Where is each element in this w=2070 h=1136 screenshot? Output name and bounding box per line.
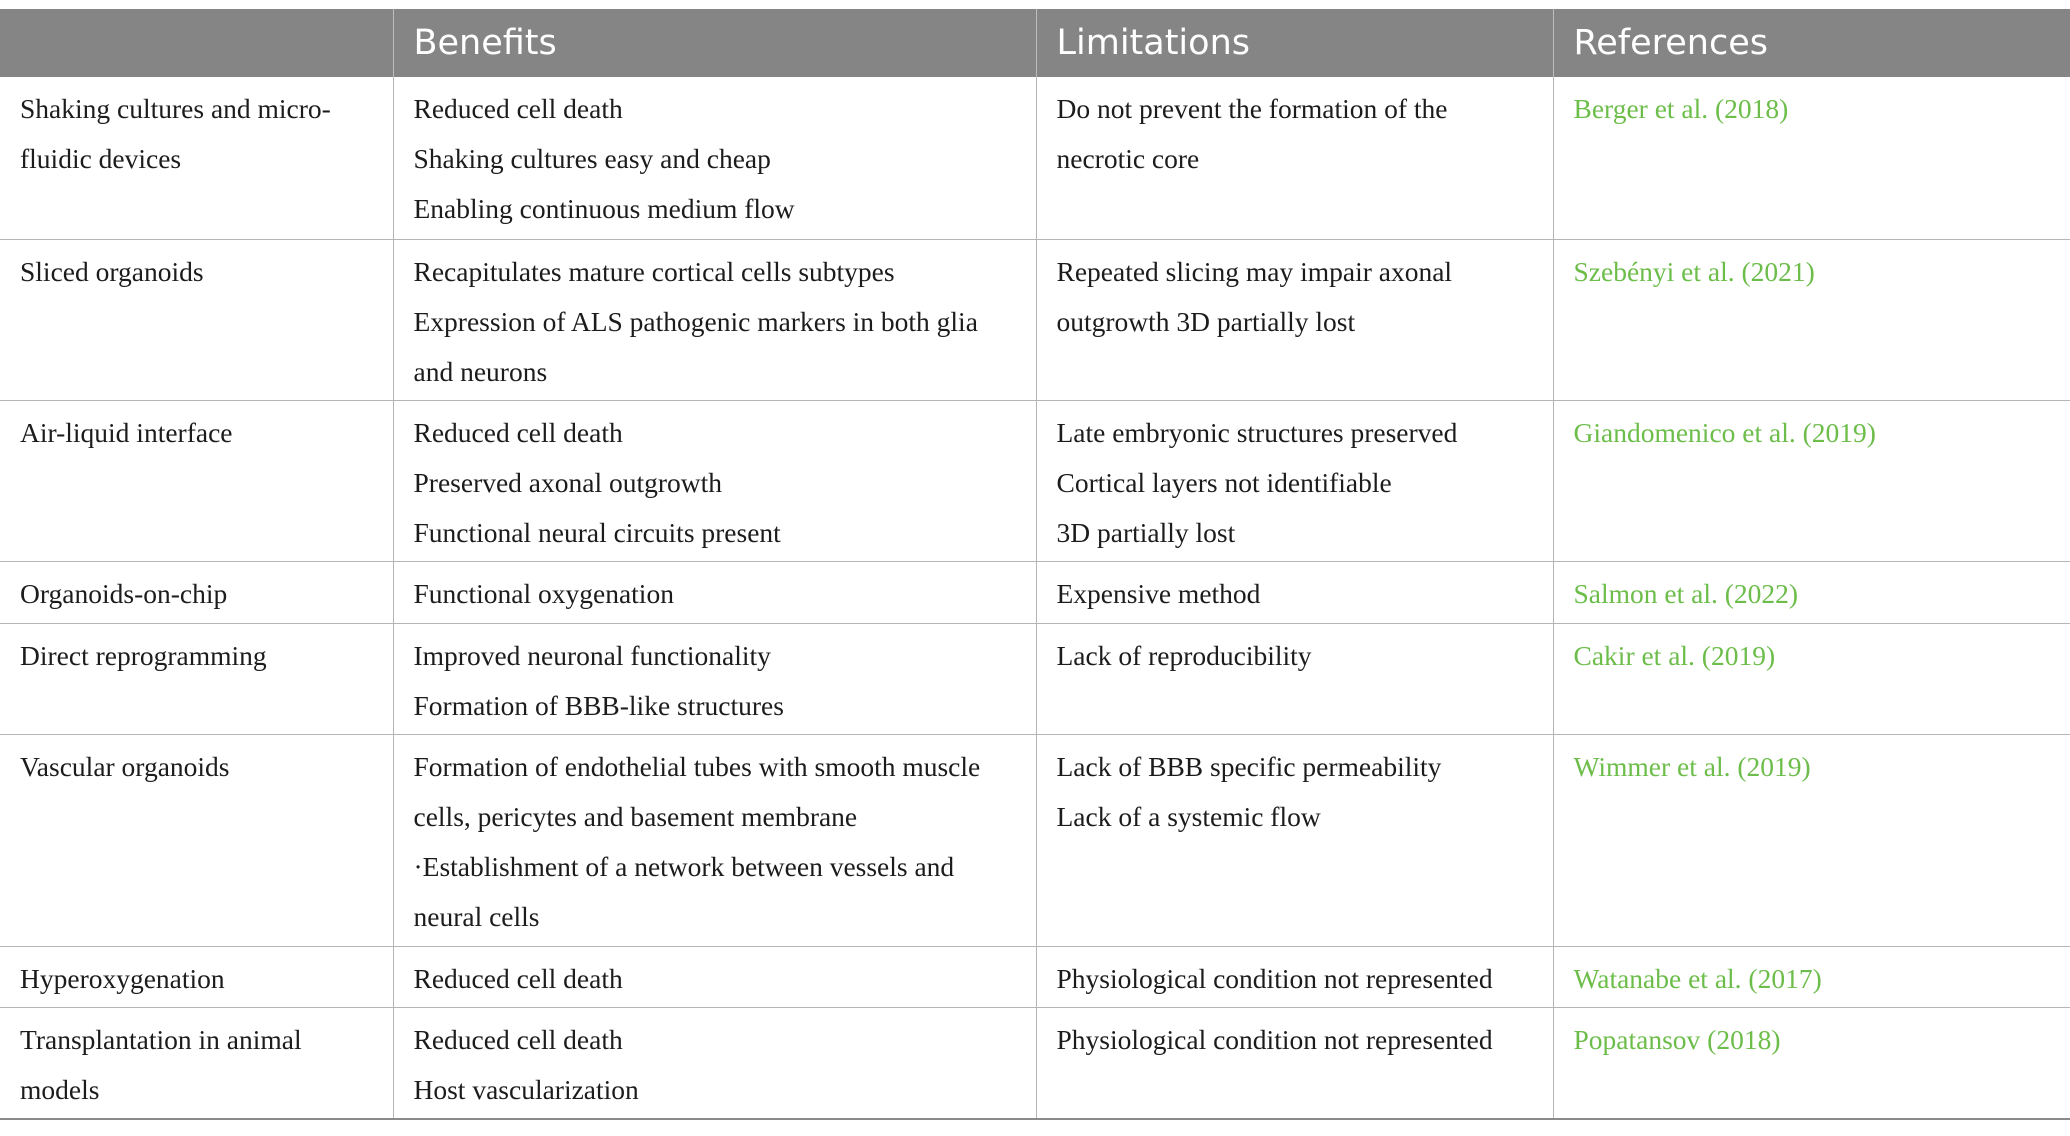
reference-link[interactable]: Popatansov (2018) bbox=[1573, 1023, 1781, 1055]
header-references: References bbox=[1553, 9, 2070, 77]
table-row bbox=[0, 400, 2070, 561]
limitations-cell bbox=[1036, 400, 1553, 561]
reference-cell bbox=[1553, 239, 2070, 400]
approach-cell bbox=[0, 400, 393, 561]
benefit-line: Formation of BBB-like structures bbox=[413, 689, 784, 721]
table-row bbox=[0, 1007, 2070, 1119]
benefit-line: Shaking cultures easy and cheap bbox=[413, 143, 771, 174]
table-row bbox=[0, 77, 2070, 239]
header-limitations: Limitations bbox=[1036, 9, 1553, 77]
reference-link[interactable]: Szebényi et al. (2021) bbox=[1573, 255, 1815, 287]
benefits-cell bbox=[393, 400, 1036, 561]
approach-cell bbox=[0, 734, 393, 946]
benefit-line: cells, pericytes and basement membrane bbox=[413, 800, 858, 832]
reference-cell bbox=[1553, 400, 2070, 561]
approach-line: Sliced organoids bbox=[20, 255, 204, 287]
limitation-line: 3D partially lost bbox=[1056, 516, 1236, 548]
limitation-line: Do not prevent the formation of the bbox=[1056, 93, 1448, 124]
benefit-line: Reduced cell death bbox=[413, 416, 623, 448]
benefit-line: neural cells bbox=[413, 900, 540, 932]
approach-line: Vascular organoids bbox=[20, 750, 230, 782]
approach-cell bbox=[0, 946, 393, 1007]
table-row bbox=[0, 239, 2070, 400]
limitation-line: Expensive method bbox=[1056, 577, 1261, 609]
table-row bbox=[0, 561, 2070, 623]
reference-cell bbox=[1553, 1007, 2070, 1119]
reference-link[interactable]: Cakir et al. (2019) bbox=[1573, 639, 1776, 671]
approach-line: Organoids-on-chip bbox=[20, 577, 228, 609]
reference-cell bbox=[1553, 623, 2070, 734]
approach-line: Hyperoxygenation bbox=[20, 962, 225, 994]
limitations-cell bbox=[1036, 1007, 1553, 1119]
limitation-line: Lack of reproducibility bbox=[1056, 639, 1312, 671]
limitation-line: necrotic core bbox=[1056, 143, 1200, 174]
table-row bbox=[0, 623, 2070, 734]
limitation-line: Lack of BBB specific permeability bbox=[1056, 750, 1442, 782]
limitations-cell bbox=[1036, 77, 1553, 239]
approach-line: Air-liquid interface bbox=[20, 416, 233, 448]
limitation-line: Cortical layers not identifiable bbox=[1056, 466, 1392, 498]
header-approach bbox=[0, 9, 393, 77]
benefits-cell bbox=[393, 623, 1036, 734]
benefit-line: Functional oxygenation bbox=[413, 577, 674, 609]
reference-cell bbox=[1553, 561, 2070, 623]
reference-link[interactable]: Giandomenico et al. (2019) bbox=[1573, 416, 1876, 448]
limitations-cell bbox=[1036, 734, 1553, 946]
limitations-cell bbox=[1036, 561, 1553, 623]
limitations-cell bbox=[1036, 946, 1553, 1007]
reference-link[interactable]: Watanabe et al. (2017) bbox=[1573, 962, 1822, 994]
limitations-cell bbox=[1036, 623, 1553, 734]
benefits-cell bbox=[393, 77, 1036, 239]
benefit-line: Reduced cell death bbox=[413, 1023, 623, 1055]
approach-cell bbox=[0, 239, 393, 400]
benefit-line: Functional neural circuits present bbox=[413, 516, 781, 548]
benefit-line: Improved neuronal functionality bbox=[413, 639, 771, 671]
reference-link[interactable]: Salmon et al. (2022) bbox=[1573, 577, 1799, 609]
header-benefits: Benefits bbox=[393, 9, 1036, 77]
benefit-line: Expression of ALS pathogenic markers in both glia bbox=[413, 305, 978, 337]
limitation-line: Physiological condition not represented bbox=[1056, 1023, 1493, 1055]
benefits-cell bbox=[393, 1007, 1036, 1119]
approach-line: models bbox=[20, 1073, 100, 1105]
benefit-line: Enabling continuous medium flow bbox=[413, 193, 795, 224]
table-row bbox=[0, 946, 2070, 1007]
reference-cell bbox=[1553, 77, 2070, 239]
benefit-line: Reduced cell death bbox=[413, 962, 623, 994]
benefit-line: and neurons bbox=[413, 355, 548, 387]
approach-cell bbox=[0, 77, 393, 239]
reference-cell bbox=[1553, 734, 2070, 946]
approach-cell bbox=[0, 1007, 393, 1119]
benefits-cell bbox=[393, 239, 1036, 400]
limitation-line: outgrowth 3D partially lost bbox=[1056, 305, 1356, 337]
limitation-line: Physiological condition not represented bbox=[1056, 962, 1493, 994]
benefit-line: Preserved axonal outgrowth bbox=[413, 466, 723, 498]
approach-line: Direct reprogramming bbox=[20, 639, 267, 671]
benefits-cell bbox=[393, 734, 1036, 946]
approach-line: fluidic devices bbox=[20, 143, 182, 174]
benefit-line: ·Establishment of a network between vessels and bbox=[413, 850, 955, 882]
approach-cell bbox=[0, 623, 393, 734]
table-body bbox=[0, 77, 2070, 1119]
limitation-line: Lack of a systemic flow bbox=[1056, 800, 1321, 832]
benefit-line: Host vascularization bbox=[413, 1073, 639, 1105]
benefit-line: Recapitulates mature cortical cells subtypes bbox=[413, 255, 895, 287]
approach-cell bbox=[0, 561, 393, 623]
limitation-line: Late embryonic structures preserved bbox=[1056, 416, 1458, 448]
reference-link[interactable]: Berger et al. (2018) bbox=[1573, 93, 1789, 124]
comparison-table bbox=[0, 9, 2070, 1120]
reference-link[interactable]: Wimmer et al. (2019) bbox=[1573, 750, 1811, 782]
benefits-cell bbox=[393, 561, 1036, 623]
approach-line: Shaking cultures and micro- bbox=[20, 93, 331, 124]
reference-cell bbox=[1553, 946, 2070, 1007]
table-row bbox=[0, 734, 2070, 946]
header-row bbox=[0, 9, 2070, 77]
table-header bbox=[0, 9, 2070, 77]
benefit-line: Reduced cell death bbox=[413, 93, 623, 124]
approach-line: Transplantation in animal bbox=[20, 1023, 302, 1055]
benefit-line: Formation of endothelial tubes with smooth muscle bbox=[413, 750, 981, 782]
benefits-cell bbox=[393, 946, 1036, 1007]
limitation-line: Repeated slicing may impair axonal bbox=[1056, 255, 1453, 287]
limitations-cell bbox=[1036, 239, 1553, 400]
